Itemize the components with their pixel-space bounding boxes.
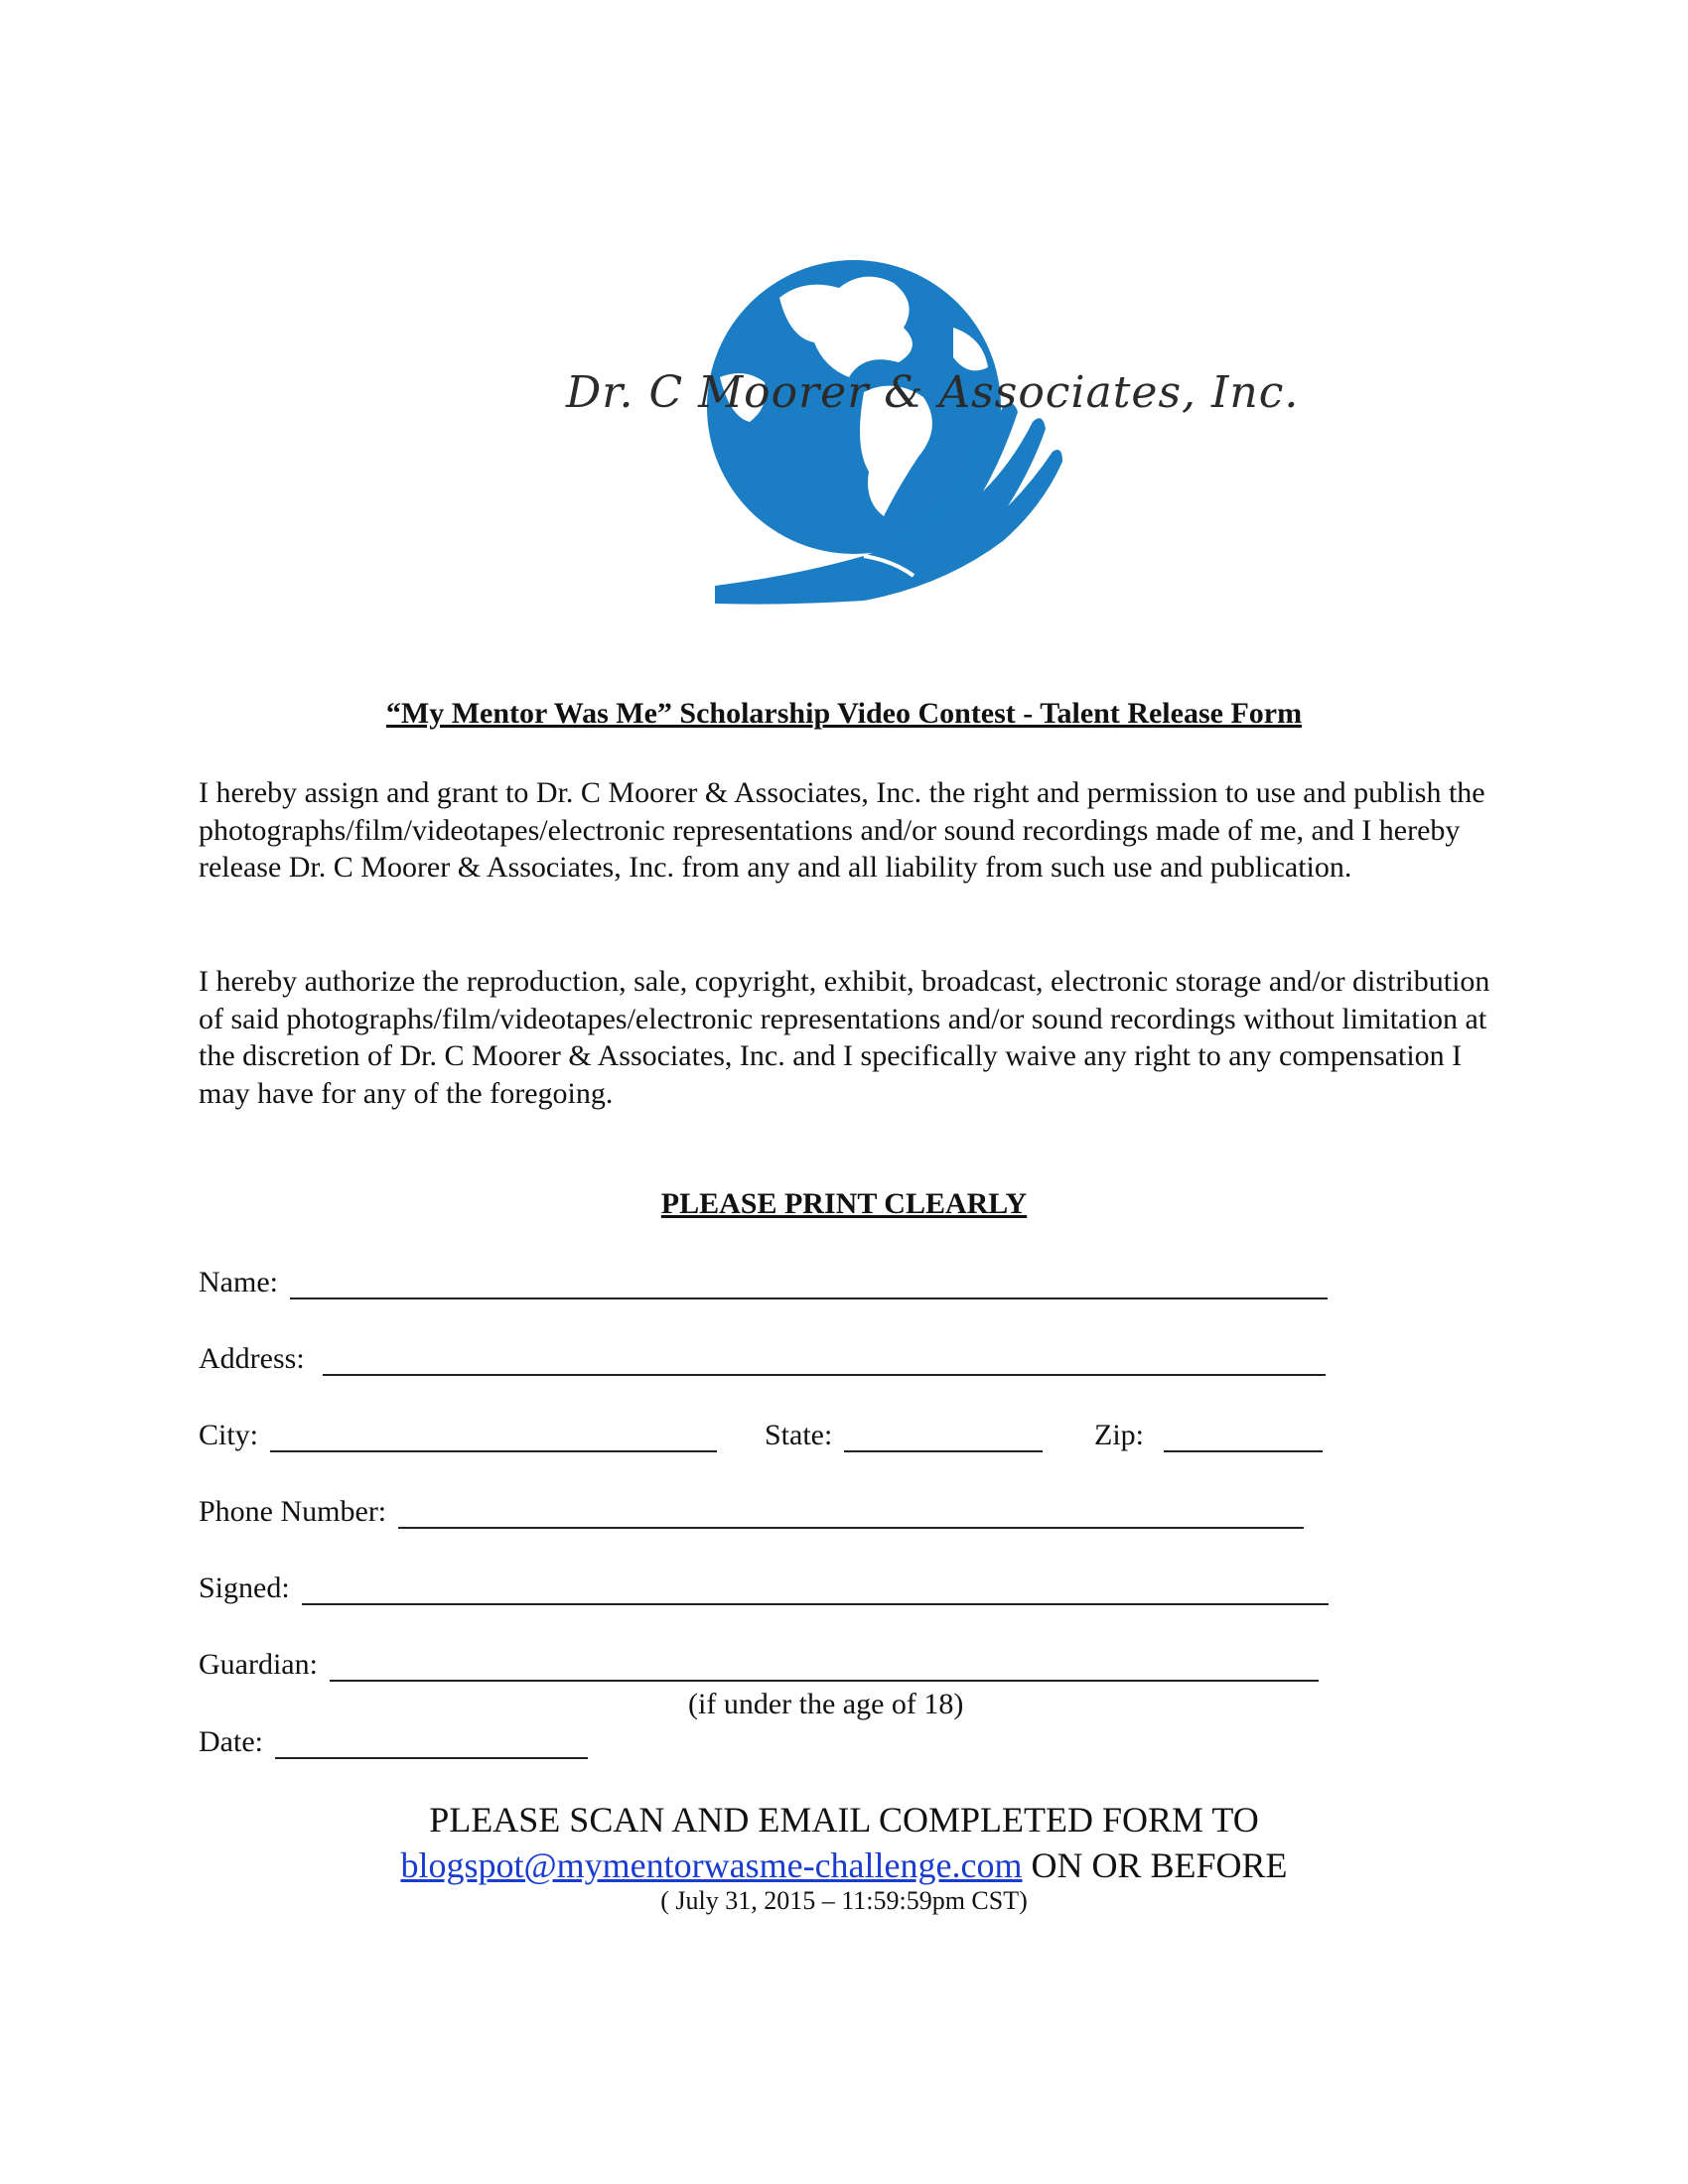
company-logo xyxy=(566,258,1300,606)
release-paragraph-2: I hereby authorize the reproduction, sale, copyright, exhibit, broadcast, electronic storage and/or distribution of said photographs/film/videotapes/electronic representations and/or sound recordings without limitation at the discretion of Dr. C Moorer & Associates, Inc. and I specifically waive any right to any compensation I may have for any of the foregoing. xyxy=(199,965,1490,1110)
date-label: Date: xyxy=(199,1725,263,1758)
state-field xyxy=(765,1419,1043,1458)
on-or-before-text: ON OR BEFORE xyxy=(1022,1845,1288,1885)
state-line xyxy=(844,1421,1043,1452)
guardian-field xyxy=(199,1648,1319,1688)
guardian-note: (if under the age of 18) xyxy=(688,1688,964,1720)
address-label: Address: xyxy=(199,1342,305,1375)
address-field xyxy=(199,1342,1326,1382)
release-paragraph-1: I hereby assign and grant to Dr. C Moorer & Associates, Inc. the right and permission to use and publish the photographs/film/videotapes/electronic representations and/or sound recordings made of me, and I hereby release Dr. C Moorer & Associates, Inc. from any and all liability from such use and publication. xyxy=(199,776,1485,884)
name-line xyxy=(290,1268,1328,1299)
signed-field xyxy=(199,1571,1329,1611)
email-link[interactable]: blogspot@mymentorwasme-challenge.com xyxy=(400,1845,1023,1885)
phone-field xyxy=(199,1495,1304,1535)
address-line xyxy=(323,1344,1326,1376)
date-line xyxy=(275,1727,588,1759)
form-title: “My Mentor Was Me” Scholarship Video Contest - Talent Release Form xyxy=(385,697,1303,730)
email-line xyxy=(0,1843,1688,1888)
signed-label: Signed: xyxy=(199,1571,290,1604)
guardian-line xyxy=(330,1650,1319,1682)
city-field xyxy=(199,1419,717,1458)
phone-label: Phone Number: xyxy=(199,1495,387,1528)
guardian-label: Guardian: xyxy=(199,1648,318,1681)
print-clearly-heading: PLEASE PRINT CLEARLY xyxy=(660,1187,1028,1220)
signed-line xyxy=(302,1573,1329,1605)
city-line xyxy=(270,1421,717,1452)
name-label: Name: xyxy=(199,1266,278,1298)
state-label: State: xyxy=(765,1419,833,1451)
name-field xyxy=(199,1266,1328,1305)
globe-hands-logo-icon xyxy=(566,258,1300,606)
city-label: City: xyxy=(199,1419,259,1451)
logo-company-name: Dr. C Moorer & Associates, Inc. xyxy=(566,367,1300,418)
scan-email-line: PLEASE SCAN AND EMAIL COMPLETED FORM TO xyxy=(429,1800,1259,1840)
zip-field xyxy=(1094,1419,1323,1458)
deadline-text: ( July 31, 2015 – 11:59:59pm CST) xyxy=(660,1886,1028,1915)
phone-line xyxy=(398,1497,1304,1529)
zip-label: Zip: xyxy=(1094,1419,1144,1451)
zip-line xyxy=(1164,1421,1323,1452)
submission-instructions xyxy=(0,1797,1688,1888)
date-field xyxy=(199,1725,588,1765)
